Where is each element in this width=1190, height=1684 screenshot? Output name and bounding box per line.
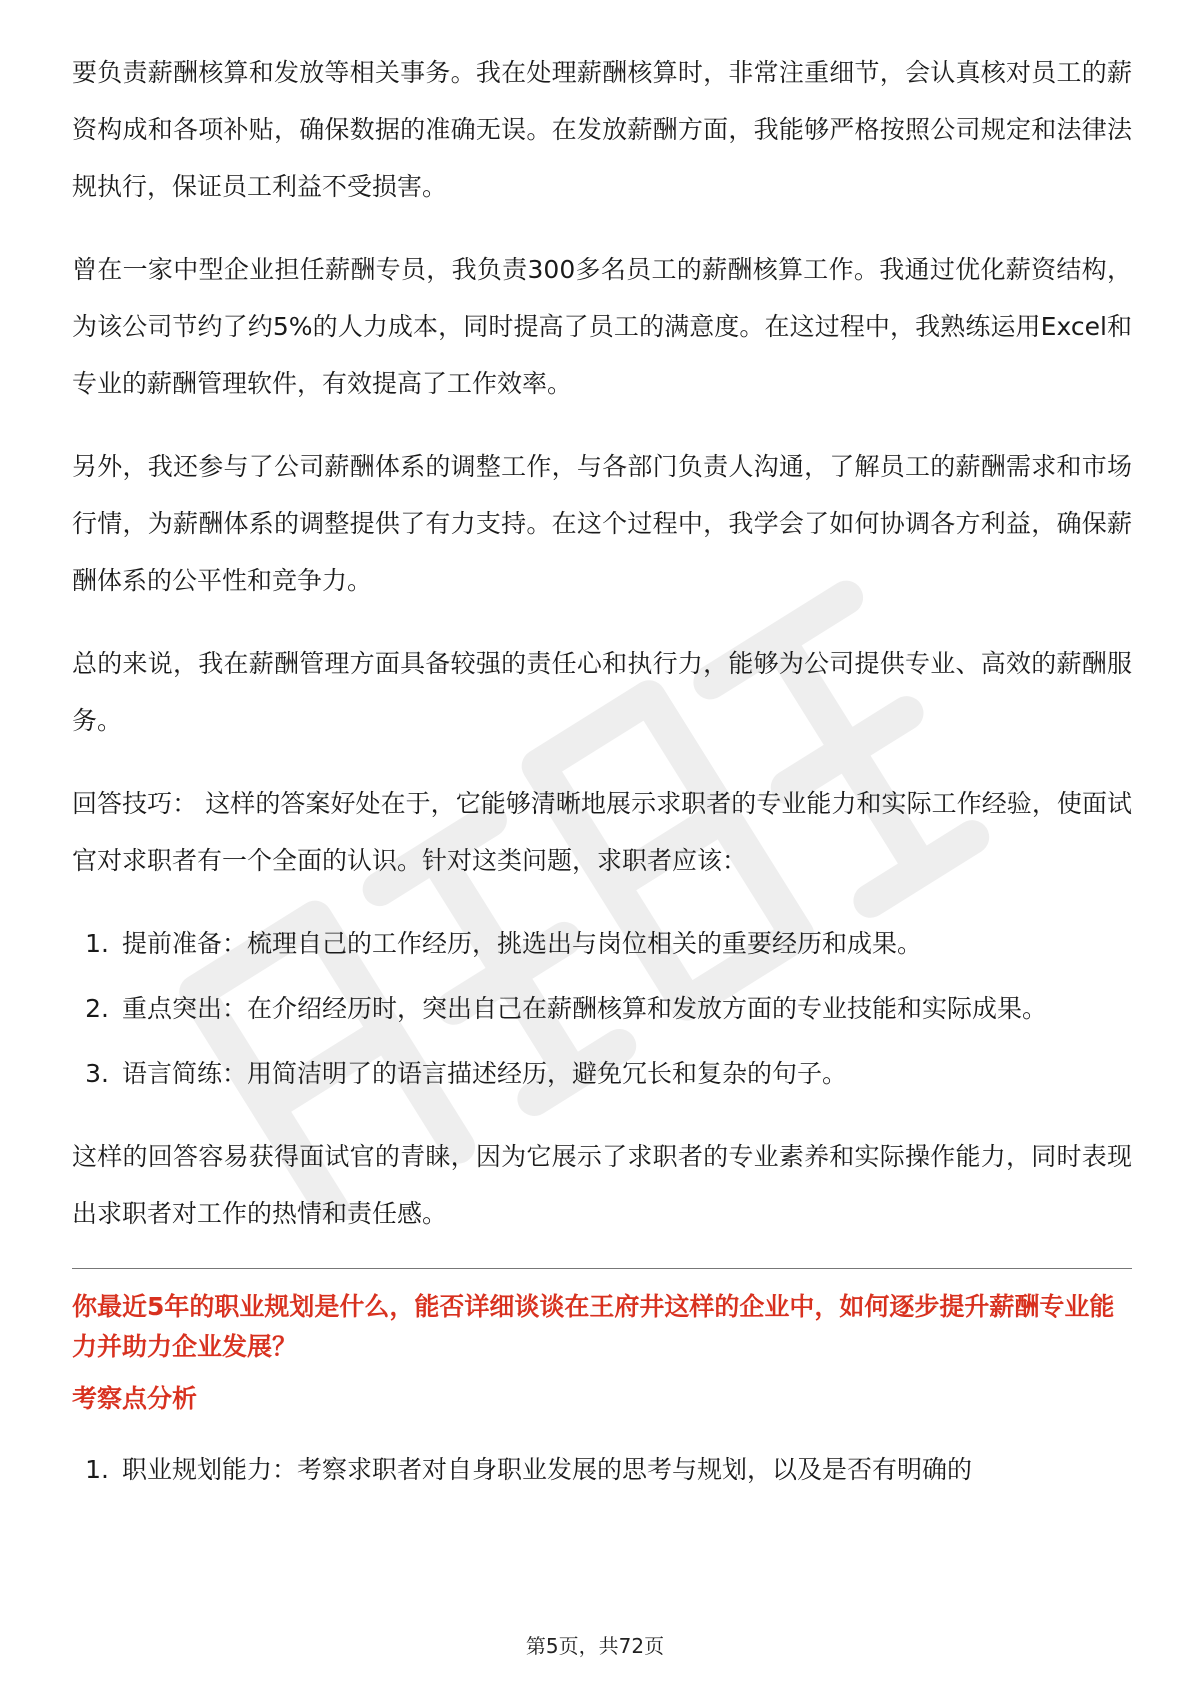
closing-paragraph: 这样的回答容易获得面试官的青睐，因为它展示了求职者的专业素养和实际操作能力，同时表现出求职者对工作的热情和责任感。 (72, 1142, 1132, 1228)
list-item-number: 1. (85, 1455, 109, 1484)
tips-list (72, 915, 1132, 1102)
answer-paragraph: 要负责薪酬核算和发放等相关事务。我在处理薪酬核算时，非常注重细节，会认真核对员工的薪资构成和各项补贴，确保数据的准确无误。在发放薪酬方面，我能够严格按照公司规定和法律法规执行，保证员工利益不受损害。 (72, 58, 1132, 201)
answer-paragraph: 曾在一家中型企业担任薪酬专员，我负责300多名员工的薪酬核算工作。我通过优化薪资结构，为该公司节约了约5%的人力成本，同时提高了员工的满意度。在这过程中，我熟练运用Excel和专业的薪酬管理软件，有效提高了工作效率。 (72, 255, 1132, 398)
list-item-number: 1. (85, 929, 109, 958)
analysis-points-list (72, 1441, 1132, 1498)
section-divider (72, 1268, 1132, 1269)
question-title: 你最近5年的职业规划是什么，能否详细谈谈在王府井这样的企业中，如何逐步提升薪酬专业能力并助力企业发展？ (72, 1292, 1115, 1361)
list-item-number: 2. (85, 994, 109, 1023)
tips-intro-paragraph: 回答技巧： 这样的答案好处在于，它能够清晰地展示求职者的专业能力和实际工作经验，使面试官对求职者有一个全面的认识。针对这类问题，求职者应该： (72, 789, 1132, 875)
page-number-footer: 第5页，共72页 (525, 1634, 665, 1658)
answer-paragraph: 总的来说，我在薪酬管理方面具备较强的责任心和执行力，能够为公司提供专业、高效的薪酬服务。 (72, 649, 1132, 735)
page-content (72, 44, 1132, 1524)
list-item (72, 1441, 1132, 1498)
list-item-text: 提前准备：梳理自己的工作经历，挑选出与岗位相关的重要经历和成果。 (122, 929, 923, 958)
analysis-section-title: 考察点分析 (72, 1384, 198, 1413)
list-item-text: 职业规划能力：考察求职者对自身职业发展的思考与规划，以及是否有明确的 (122, 1455, 973, 1484)
list-item (72, 980, 1132, 1037)
list-item (72, 915, 1132, 972)
list-item-number: 3. (85, 1059, 109, 1088)
list-item-text: 重点突出：在介绍经历时，突出自己在薪酬核算和发放方面的专业技能和实际成果。 (122, 994, 1048, 1023)
answer-paragraph: 另外，我还参与了公司薪酬体系的调整工作，与各部门负责人沟通，了解员工的薪酬需求和市场行情，为薪酬体系的调整提供了有力支持。在这个过程中，我学会了如何协调各方利益，确保薪酬体系的公平性和竞争力。 (72, 452, 1132, 595)
list-item (72, 1045, 1132, 1102)
list-item-text: 语言简练：用简洁明了的语言描述经历，避免冗长和复杂的句子。 (122, 1059, 848, 1088)
